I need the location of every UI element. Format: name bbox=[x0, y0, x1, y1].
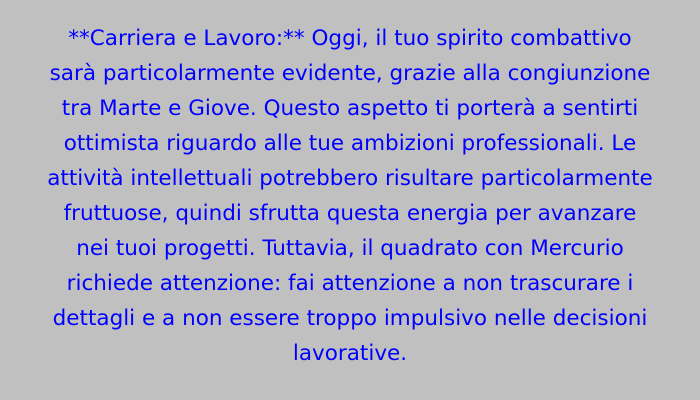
text-line: dettagli e a non essere troppo impulsivo nelle decisioni bbox=[52, 306, 648, 331]
text-line: tra Marte e Giove. Questo aspetto ti porterà a sentirti bbox=[61, 96, 639, 121]
text-line: sarà particolarmente evidente, grazie alla congiunzione bbox=[49, 61, 651, 86]
text-line: nei tuoi progetti. Tuttavia, il quadrato con Mercurio bbox=[76, 236, 624, 261]
text-line: richiede attenzione: fai attenzione a non trascurare i bbox=[66, 271, 634, 296]
text-line: ottimista riguardo alle tue ambizioni professionali. Le bbox=[63, 131, 637, 156]
text-line: **Carriera e Lavoro:** Oggi, il tuo spirito combattivo bbox=[68, 26, 632, 51]
text-line: lavorative. bbox=[292, 341, 408, 366]
text-line: fruttuose, quindi sfrutta questa energia per avanzare bbox=[63, 201, 637, 226]
text-line: attività intellettuali potrebbero risultare particolarmente bbox=[47, 166, 653, 191]
